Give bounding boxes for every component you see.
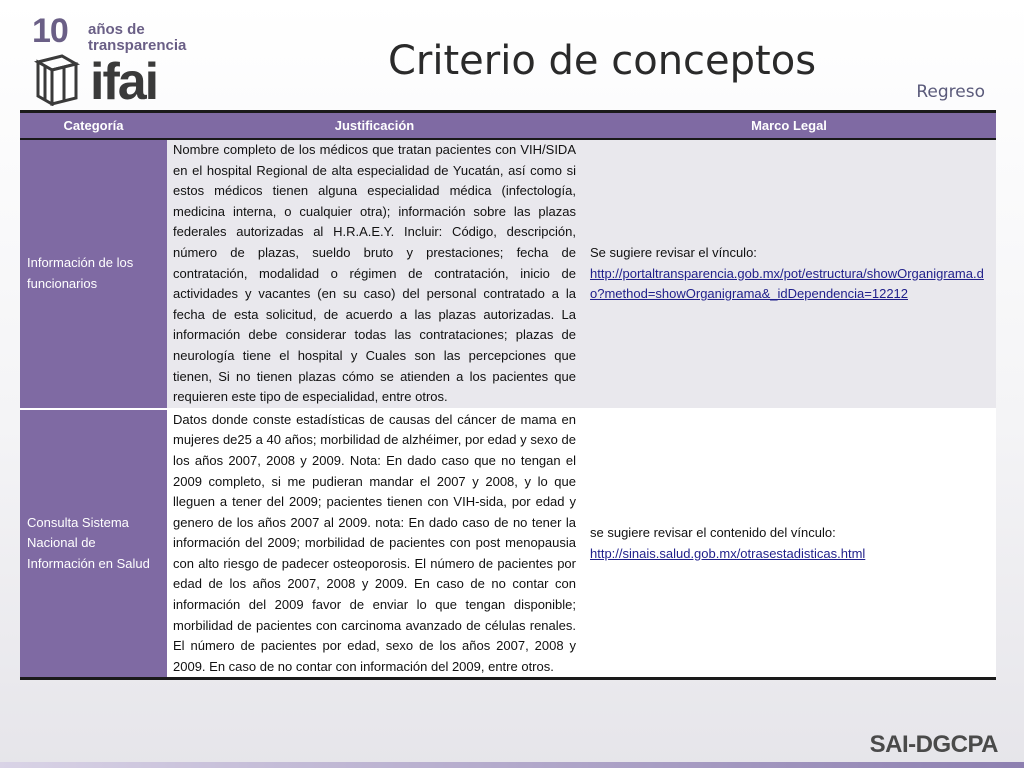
logo-years-line1: años de bbox=[88, 21, 145, 38]
transparency-box-icon bbox=[32, 52, 80, 106]
legal-text: se sugiere revisar el contenido del vínculo: bbox=[590, 524, 836, 540]
category-cell: Información de los funcionarios bbox=[20, 139, 167, 409]
justification-cell: Nombre completo de los médicos que tratan pacientes con VIH/SIDA en el hospital Regional de alta especialidad de Yucatán, así como si estos médicos tienen alguna especialidad médica (infectología, medicina interna, o cualquier otra); información sobre las plazas federales autorizadas al H.R.A.E.Y. Incluir: Código, descripción, número de plazas, sueldo bruto y prestaciones; fecha de contratación, modalidad o régimen de contratación, inicio de actividades y vacantes (en su caso) del personal contratado a la fecha de esta solicitud, de acuerdo a las plazas autorizadas. La información debe considerar todas las contrataciones; plazas de neurología tiene el hospital y Cuales son las percepciones que tienen, Si no tienen plazas cómo se atienden a los pacientes que requieren este tipo de especialidad, entre otros. bbox=[167, 139, 582, 409]
footer-bar bbox=[0, 762, 1024, 768]
category-cell: Consulta Sistema Nacional de Información en Salud bbox=[20, 409, 167, 679]
back-link[interactable]: Regreso bbox=[916, 82, 985, 102]
legal-cell bbox=[582, 409, 996, 679]
legal-link[interactable]: http://portaltransparencia.gob.mx/pot/estructura/showOrganigrama.do?method=showOrganigrama&_idDependencia=12212 bbox=[590, 265, 984, 302]
header-categoria: Categoría bbox=[20, 112, 167, 140]
criteria-table bbox=[20, 110, 996, 680]
table-header-row bbox=[20, 112, 996, 140]
logo-ten: 10 bbox=[32, 12, 68, 50]
ifai-logo bbox=[28, 12, 188, 110]
table-row bbox=[20, 139, 996, 409]
legal-link[interactable]: http://sinais.salud.gob.mx/otrasestadisticas.html bbox=[590, 545, 866, 561]
justification-cell: Datos donde conste estadísticas de causas del cáncer de mama en mujeres de25 a 40 años; morbilidad de alzhéimer, por edad y sexo de los años 2007, 2008 y 2009. Nota: En dado caso que no tengan el 2009 completo, si me pudieran mandar el 2007 y 2008, y lo que lleguen a tener del 2009; pacientes tienen con VIH-sida, por edad y genero de los años 2007 al 2009. nota: En dado caso de no tener la información del 2009; morbilidad de pacientes con post menopausia con alto riesgo de padecer osteoporosis. El número de pacientes por edad de los años 2007, 2008 y 2009. En caso de no contar con información del 2009 favor de enviar lo que tengan disponible; morbilidad de pacientes con carcinoma avanzado de células renales. El número de pacientes por edad, sexo de los años 2007, 2008 y 2009. En caso de no contar con información del 2009, entre otros. bbox=[167, 409, 582, 679]
logo-brand: ifai bbox=[90, 53, 158, 111]
logo-years-text bbox=[88, 22, 186, 54]
footer-brand: SAI-DGCPA bbox=[869, 731, 998, 758]
header-marco-legal: Marco Legal bbox=[582, 112, 996, 140]
logo-years-line2: transparencia bbox=[88, 37, 187, 54]
legal-cell bbox=[582, 139, 996, 409]
page-title: Criterio de conceptos bbox=[388, 38, 817, 84]
legal-text: Se sugiere revisar el vínculo: bbox=[590, 244, 757, 260]
table-row bbox=[20, 409, 996, 679]
header-justificacion: Justificación bbox=[167, 112, 582, 140]
